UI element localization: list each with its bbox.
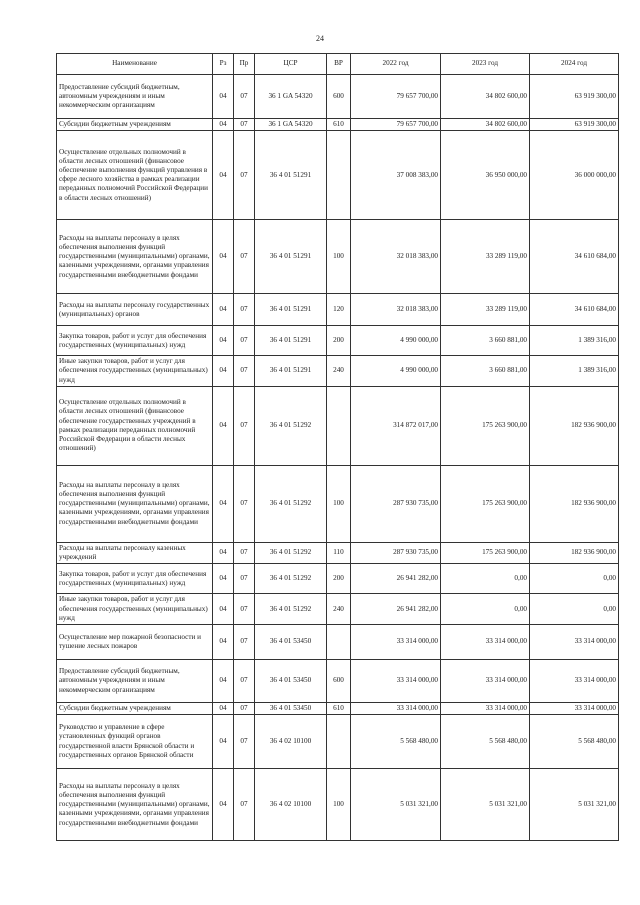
cell-y2024: 63 919 300,00 [530, 119, 619, 131]
cell-pr: 07 [234, 386, 255, 465]
cell-rz: 04 [213, 702, 234, 714]
cell-y2023: 175 263 900,00 [441, 465, 530, 542]
cell-csr: 36 4 01 51292 [255, 465, 327, 542]
table-header-row [57, 54, 619, 75]
cell-y2024: 36 000 000,00 [530, 131, 619, 220]
cell-name: Предоставление субсидий бюджетным, автономным учреждениям и иным некоммерческим организациям [57, 75, 213, 119]
cell-y2024: 34 610 684,00 [530, 294, 619, 326]
cell-y2023: 3 660 881,00 [441, 326, 530, 356]
cell-y2022: 287 930 735,00 [351, 542, 441, 563]
cell-rz: 04 [213, 715, 234, 769]
table-row [57, 386, 619, 465]
cell-vr: 100 [327, 220, 351, 294]
cell-csr: 36 4 01 51291 [255, 131, 327, 220]
cell-rz: 04 [213, 564, 234, 594]
cell-y2024: 33 314 000,00 [530, 702, 619, 714]
cell-y2022: 26 941 282,00 [351, 594, 441, 625]
cell-name: Иные закупки товаров, работ и услуг для обеспечения государственных (муниципальных) нужд [57, 356, 213, 387]
cell-rz: 04 [213, 220, 234, 294]
cell-y2023: 3 660 881,00 [441, 356, 530, 387]
cell-pr: 07 [234, 542, 255, 563]
cell-rz: 04 [213, 542, 234, 563]
cell-pr: 07 [234, 465, 255, 542]
cell-vr: 200 [327, 326, 351, 356]
cell-csr: 36 4 01 51291 [255, 294, 327, 326]
cell-y2022: 4 990 000,00 [351, 356, 441, 387]
table-row [57, 542, 619, 563]
cell-y2023: 0,00 [441, 594, 530, 625]
cell-y2024: 34 610 684,00 [530, 220, 619, 294]
table-row [57, 702, 619, 714]
cell-pr: 07 [234, 119, 255, 131]
cell-rz: 04 [213, 594, 234, 625]
cell-y2023: 34 802 600,00 [441, 119, 530, 131]
cell-y2023: 36 950 000,00 [441, 131, 530, 220]
table-row [57, 356, 619, 387]
table-row [57, 294, 619, 326]
cell-name: Закупка товаров, работ и услуг для обеспечения государственных (муниципальных) нужд [57, 564, 213, 594]
cell-y2022: 32 018 383,00 [351, 220, 441, 294]
cell-vr: 120 [327, 294, 351, 326]
cell-csr: 36 4 01 51292 [255, 386, 327, 465]
cell-y2022: 5 568 480,00 [351, 715, 441, 769]
cell-pr: 07 [234, 220, 255, 294]
header-vr: ВР [327, 54, 351, 75]
table-row [57, 220, 619, 294]
cell-csr: 36 4 02 10100 [255, 715, 327, 769]
cell-pr: 07 [234, 75, 255, 119]
cell-y2022: 287 930 735,00 [351, 465, 441, 542]
table-row [57, 465, 619, 542]
cell-vr: 610 [327, 119, 351, 131]
table-row [57, 624, 619, 659]
cell-y2022: 79 657 700,00 [351, 75, 441, 119]
cell-rz: 04 [213, 294, 234, 326]
cell-csr: 36 4 01 51292 [255, 564, 327, 594]
table-row [57, 131, 619, 220]
cell-pr: 07 [234, 356, 255, 387]
cell-vr [327, 131, 351, 220]
cell-rz: 04 [213, 769, 234, 841]
cell-y2024: 5 031 321,00 [530, 769, 619, 841]
cell-y2024: 182 936 900,00 [530, 386, 619, 465]
cell-y2022: 5 031 321,00 [351, 769, 441, 841]
header-rz: Рз [213, 54, 234, 75]
cell-vr: 200 [327, 564, 351, 594]
cell-rz: 04 [213, 356, 234, 387]
cell-vr: 240 [327, 594, 351, 625]
header-pr: Пр [234, 54, 255, 75]
cell-name: Расходы на выплаты персоналу казенных учреждений [57, 542, 213, 563]
table-row [57, 119, 619, 131]
cell-rz: 04 [213, 75, 234, 119]
cell-vr [327, 386, 351, 465]
cell-y2023: 175 263 900,00 [441, 386, 530, 465]
cell-vr: 610 [327, 702, 351, 714]
cell-pr: 07 [234, 769, 255, 841]
cell-pr: 07 [234, 659, 255, 702]
cell-vr: 240 [327, 356, 351, 387]
cell-name: Иные закупки товаров, работ и услуг для обеспечения государственных (муниципальных) нужд [57, 594, 213, 625]
cell-name: Расходы на выплаты персоналу в целях обеспечения выполнения функций государственными (муниципальными) органами, казенными учреждениями, органами управления государственными внебюджетными фондами [57, 769, 213, 841]
cell-vr [327, 715, 351, 769]
cell-pr: 07 [234, 702, 255, 714]
cell-name: Закупка товаров, работ и услуг для обеспечения государственных (муниципальных) нужд [57, 326, 213, 356]
cell-y2023: 33 314 000,00 [441, 702, 530, 714]
cell-name: Осуществление отдельных полномочий в области лесных отношений (финансовое обеспечение выполнения функций управления в сфере лесного хозяйства в рамках реализации переданных полномочий Российской Федерации в области лесных отношений) [57, 131, 213, 220]
cell-csr: 36 4 01 53450 [255, 702, 327, 714]
cell-y2024: 1 389 316,00 [530, 356, 619, 387]
header-2022: 2022 год [351, 54, 441, 75]
cell-y2023: 33 289 119,00 [441, 220, 530, 294]
cell-name: Расходы на выплаты персоналу в целях обеспечения выполнения функций государственными (муниципальными) органами, казенными учреждениями, органами управления государственными внебюджетными фондами [57, 220, 213, 294]
cell-name: Руководство и управление в сфере установленных функций органов государственной власти Брянской области и государственных органов Брянской области [57, 715, 213, 769]
cell-name: Предоставление субсидий бюджетным, автономным учреждениям и иным некоммерческим организациям [57, 659, 213, 702]
cell-y2023: 33 314 000,00 [441, 624, 530, 659]
cell-y2024: 182 936 900,00 [530, 465, 619, 542]
cell-vr [327, 624, 351, 659]
page-number: 24 [316, 34, 324, 43]
cell-rz: 04 [213, 326, 234, 356]
cell-csr: 36 1 GA 54320 [255, 75, 327, 119]
cell-csr: 36 1 GA 54320 [255, 119, 327, 131]
cell-y2024: 5 568 480,00 [530, 715, 619, 769]
cell-pr: 07 [234, 564, 255, 594]
cell-y2022: 33 314 000,00 [351, 702, 441, 714]
cell-pr: 07 [234, 294, 255, 326]
cell-y2022: 79 657 700,00 [351, 119, 441, 131]
cell-rz: 04 [213, 624, 234, 659]
cell-csr: 36 4 01 51291 [255, 220, 327, 294]
table-row [57, 715, 619, 769]
budget-table [56, 53, 619, 841]
cell-name: Расходы на выплаты персоналу государственных (муниципальных) органов [57, 294, 213, 326]
cell-y2023: 175 263 900,00 [441, 542, 530, 563]
cell-vr: 600 [327, 659, 351, 702]
table-row [57, 594, 619, 625]
header-2024: 2024 год [530, 54, 619, 75]
header-name: Наименование [57, 54, 213, 75]
cell-y2024: 0,00 [530, 594, 619, 625]
cell-name: Расходы на выплаты персоналу в целях обеспечения выполнения функций государственными (муниципальными) органами, казенными учреждениями, органами управления государственными внебюджетными фондами [57, 465, 213, 542]
cell-y2023: 5 031 321,00 [441, 769, 530, 841]
cell-y2022: 26 941 282,00 [351, 564, 441, 594]
cell-pr: 07 [234, 326, 255, 356]
cell-name: Субсидии бюджетным учреждениям [57, 119, 213, 131]
cell-rz: 04 [213, 659, 234, 702]
cell-csr: 36 4 01 53450 [255, 624, 327, 659]
cell-csr: 36 4 01 51291 [255, 356, 327, 387]
cell-y2022: 33 314 000,00 [351, 624, 441, 659]
cell-y2022: 4 990 000,00 [351, 326, 441, 356]
cell-name: Осуществление отдельных полномочий в области лесных отношений (финансовое обеспечение государственных учреждений в рамках реализации переданных полномочий Российской Федерации в области лесных отношений) [57, 386, 213, 465]
cell-y2022: 37 008 383,00 [351, 131, 441, 220]
cell-csr: 36 4 01 51292 [255, 594, 327, 625]
cell-y2022: 314 872 017,00 [351, 386, 441, 465]
table-row [57, 659, 619, 702]
cell-pr: 07 [234, 715, 255, 769]
table-row [57, 564, 619, 594]
cell-y2024: 1 389 316,00 [530, 326, 619, 356]
cell-csr: 36 4 01 51291 [255, 326, 327, 356]
header-2023: 2023 год [441, 54, 530, 75]
cell-pr: 07 [234, 624, 255, 659]
cell-vr: 100 [327, 769, 351, 841]
cell-y2024: 33 314 000,00 [530, 659, 619, 702]
cell-y2023: 33 314 000,00 [441, 659, 530, 702]
cell-y2024: 0,00 [530, 564, 619, 594]
table-row [57, 326, 619, 356]
cell-y2022: 32 018 383,00 [351, 294, 441, 326]
cell-rz: 04 [213, 131, 234, 220]
cell-y2023: 33 289 119,00 [441, 294, 530, 326]
cell-vr: 600 [327, 75, 351, 119]
cell-vr: 100 [327, 465, 351, 542]
cell-vr: 110 [327, 542, 351, 563]
cell-y2024: 63 919 300,00 [530, 75, 619, 119]
cell-name: Осуществление мер пожарной безопасности и тушение лесных пожаров [57, 624, 213, 659]
cell-y2023: 34 802 600,00 [441, 75, 530, 119]
table-row [57, 75, 619, 119]
cell-pr: 07 [234, 594, 255, 625]
cell-y2023: 0,00 [441, 564, 530, 594]
cell-csr: 36 4 01 51292 [255, 542, 327, 563]
cell-y2022: 33 314 000,00 [351, 659, 441, 702]
table-row [57, 769, 619, 841]
cell-rz: 04 [213, 386, 234, 465]
cell-rz: 04 [213, 465, 234, 542]
cell-pr: 07 [234, 131, 255, 220]
cell-name: Субсидии бюджетным учреждениям [57, 702, 213, 714]
cell-y2024: 182 936 900,00 [530, 542, 619, 563]
cell-y2023: 5 568 480,00 [441, 715, 530, 769]
cell-rz: 04 [213, 119, 234, 131]
header-csr: ЦСР [255, 54, 327, 75]
cell-csr: 36 4 01 53450 [255, 659, 327, 702]
table-body [57, 75, 619, 841]
cell-csr: 36 4 02 10100 [255, 769, 327, 841]
cell-y2024: 33 314 000,00 [530, 624, 619, 659]
